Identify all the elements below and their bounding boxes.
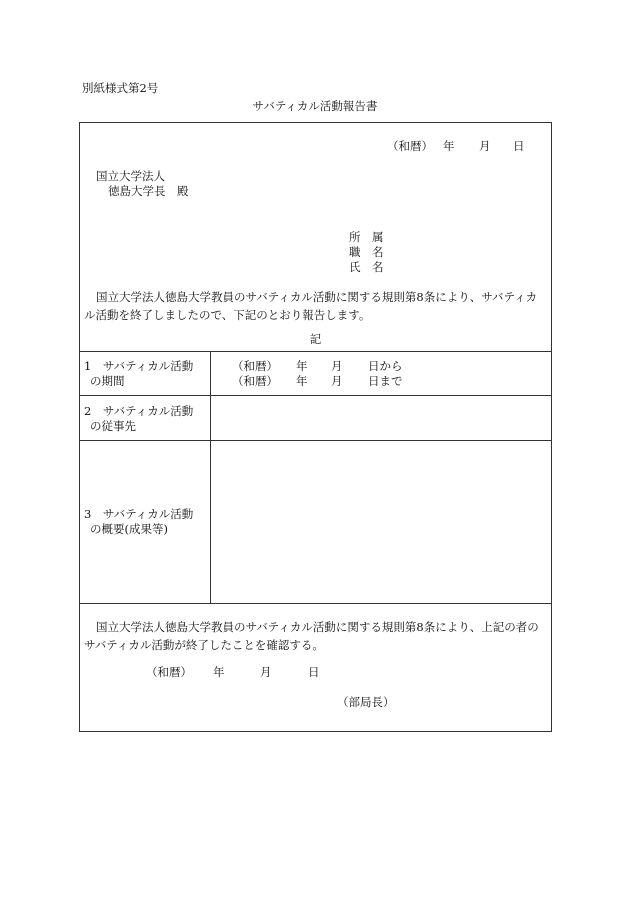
- date-year: 年: [443, 139, 455, 153]
- addressee-president: 徳島大学長 殿: [108, 184, 189, 198]
- engagement-place-field[interactable]: [211, 396, 551, 439]
- row2-label-line1: 2 サバティカル活動: [84, 404, 194, 418]
- confirm-date-month: 月: [260, 665, 272, 679]
- confirm-date-day: 日: [308, 665, 320, 679]
- row1-label-line1: 1 サバティカル活動: [84, 359, 194, 373]
- confirm-paragraph: 国立大学法人徳島大学教員のサバティカル活動に関する規則第8条により、上記の者のサバティカル活動が終了したことを確認する。: [84, 620, 539, 652]
- row2-label-line2: の従事先: [90, 419, 136, 433]
- period-end-day: 日まで: [368, 374, 403, 388]
- confirm-date-era: （和暦）: [146, 665, 192, 679]
- ki-heading: 記: [309, 332, 322, 346]
- row3-label-line2: の概要(成果等): [90, 522, 168, 536]
- period-end-month: 月: [331, 374, 343, 388]
- name-label: 氏 名: [349, 260, 384, 274]
- period-start-day: 日から: [368, 359, 403, 373]
- period-end-year: 年: [296, 374, 308, 388]
- row-divider-3: [80, 603, 551, 604]
- summary-field[interactable]: [211, 441, 551, 602]
- position-label: 職 名: [349, 245, 384, 259]
- date-month: 月: [479, 139, 491, 153]
- period-end-era: （和暦）: [232, 374, 278, 388]
- period-start-year: 年: [296, 359, 308, 373]
- dept-head-label: （部局長）: [337, 695, 395, 709]
- row1-label-line2: の期間: [90, 374, 125, 388]
- period-start-month: 月: [331, 359, 343, 373]
- period-start-era: （和暦）: [232, 359, 278, 373]
- addressee-org: 国立大学法人: [96, 169, 165, 183]
- document-title: サバティカル活動報告書: [252, 99, 378, 113]
- affiliation-label: 所 属: [349, 230, 384, 244]
- form-number: 別紙様式第2号: [82, 81, 159, 95]
- date-day: 日: [513, 139, 525, 153]
- date-era: （和暦）: [387, 139, 433, 153]
- row3-label-line1: 3 サバティカル活動: [84, 507, 194, 521]
- report-frame: [79, 122, 552, 732]
- table-top-line: [80, 351, 551, 352]
- intro-paragraph: 国立大学法人徳島大学教員のサバティカル活動に関する規則第8条により、サバティカル活動を終了しましたので、下記のとおり報告します。: [84, 290, 538, 322]
- confirm-date-year: 年: [213, 665, 225, 679]
